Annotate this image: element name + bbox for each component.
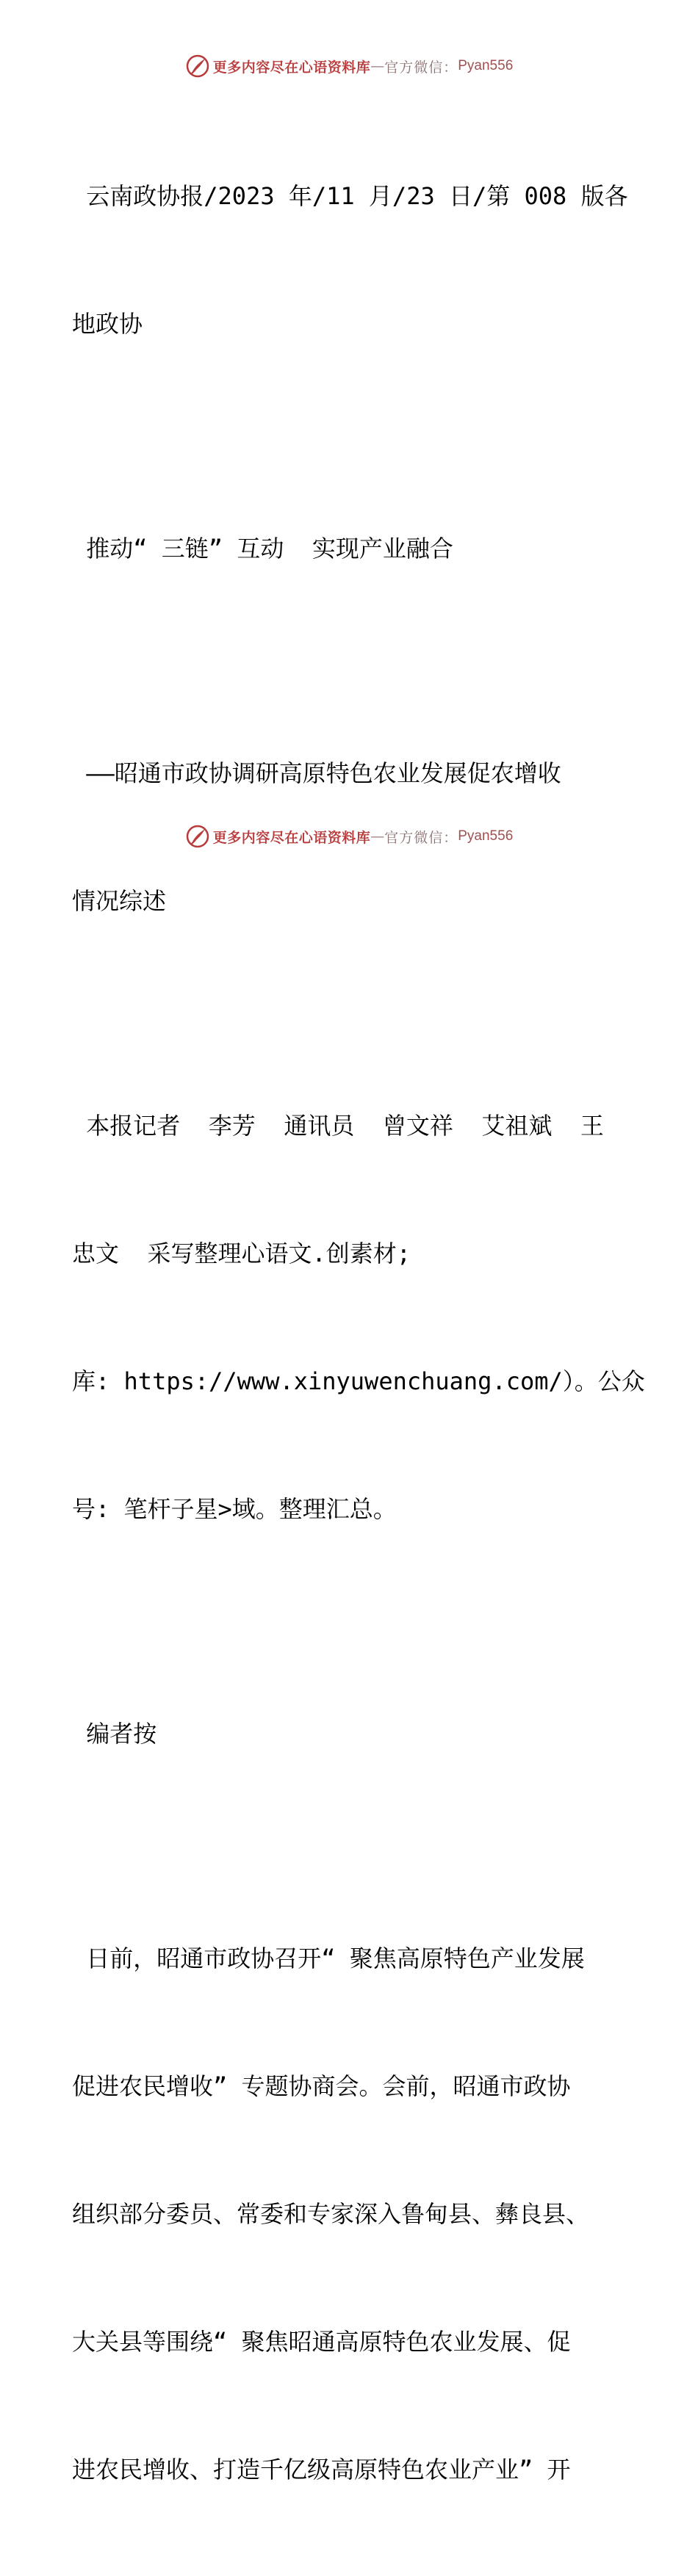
body-line-2: 促进农民增收” 专题协商会。会前，昭通市政协 bbox=[72, 2072, 571, 2100]
editor-note-heading-text: 编者按 bbox=[72, 1720, 157, 1748]
header-banner bbox=[0, 50, 698, 82]
body-line-5: 进农民增收、打造千亿级高原特色农业产业” 开 bbox=[72, 2456, 571, 2483]
body-line-3: 组织部分委员、常委和专家深入鲁甸县、彝良县、 bbox=[72, 2200, 590, 2228]
source-line-2: 地政协 bbox=[72, 310, 143, 338]
banner-brand-text: 更多内容尽在心语资料库 bbox=[212, 59, 371, 76]
subtitle-line-2: 情况综述 bbox=[72, 887, 167, 915]
article-body bbox=[72, 90, 645, 2576]
banner-official-label: 官方微信： bbox=[384, 59, 458, 76]
source-line-1: 云南政协报/2023 年/11 月/23 日/第 008 版各 bbox=[72, 182, 628, 210]
byline-line-4: 号: 笔杆子星>域。整理汇总。 bbox=[72, 1495, 397, 1523]
editor-note-heading bbox=[72, 1627, 630, 1840]
quill-pen-logo-icon bbox=[185, 54, 210, 79]
body-line-4: 大关县等围绕“ 聚焦昭通高原特色农业发展、促 bbox=[72, 2328, 571, 2356]
body-paragraph bbox=[72, 1852, 630, 2576]
byline-line-2: 忠文 采写整理心语文.创素材; bbox=[72, 1240, 411, 1267]
banner-separator: — bbox=[370, 828, 385, 844]
article-title-text: 推动“ 三链” 互动 实现产业融合 bbox=[72, 535, 453, 562]
banner-official-label: 官方微信： bbox=[384, 829, 458, 846]
source-line bbox=[72, 90, 630, 430]
byline bbox=[72, 1019, 645, 1616]
banner-wechat-id: Pyan556 bbox=[458, 58, 514, 73]
banner-wechat-id: Pyan556 bbox=[458, 828, 514, 844]
quill-pen-logo-icon bbox=[185, 824, 210, 849]
banner-brand-text: 更多内容尽在心语资料库 bbox=[212, 829, 371, 846]
subtitle-line-1: ——昭通市政协调研高原特色农业发展促农增收 bbox=[72, 759, 561, 787]
byline-line-3: 库: https://www.xinyuwenchuang.com/）。公众 bbox=[72, 1367, 645, 1395]
body-line-1: 日前，昭通市政协召开“ 聚焦高原特色产业发展 bbox=[72, 1944, 585, 1972]
article-title bbox=[72, 442, 630, 655]
byline-line-1: 本报记者 李芳 通讯员 曾文祥 艾祖斌 王 bbox=[72, 1112, 604, 1140]
banner-separator: — bbox=[370, 58, 385, 74]
footer-banner bbox=[0, 820, 698, 853]
